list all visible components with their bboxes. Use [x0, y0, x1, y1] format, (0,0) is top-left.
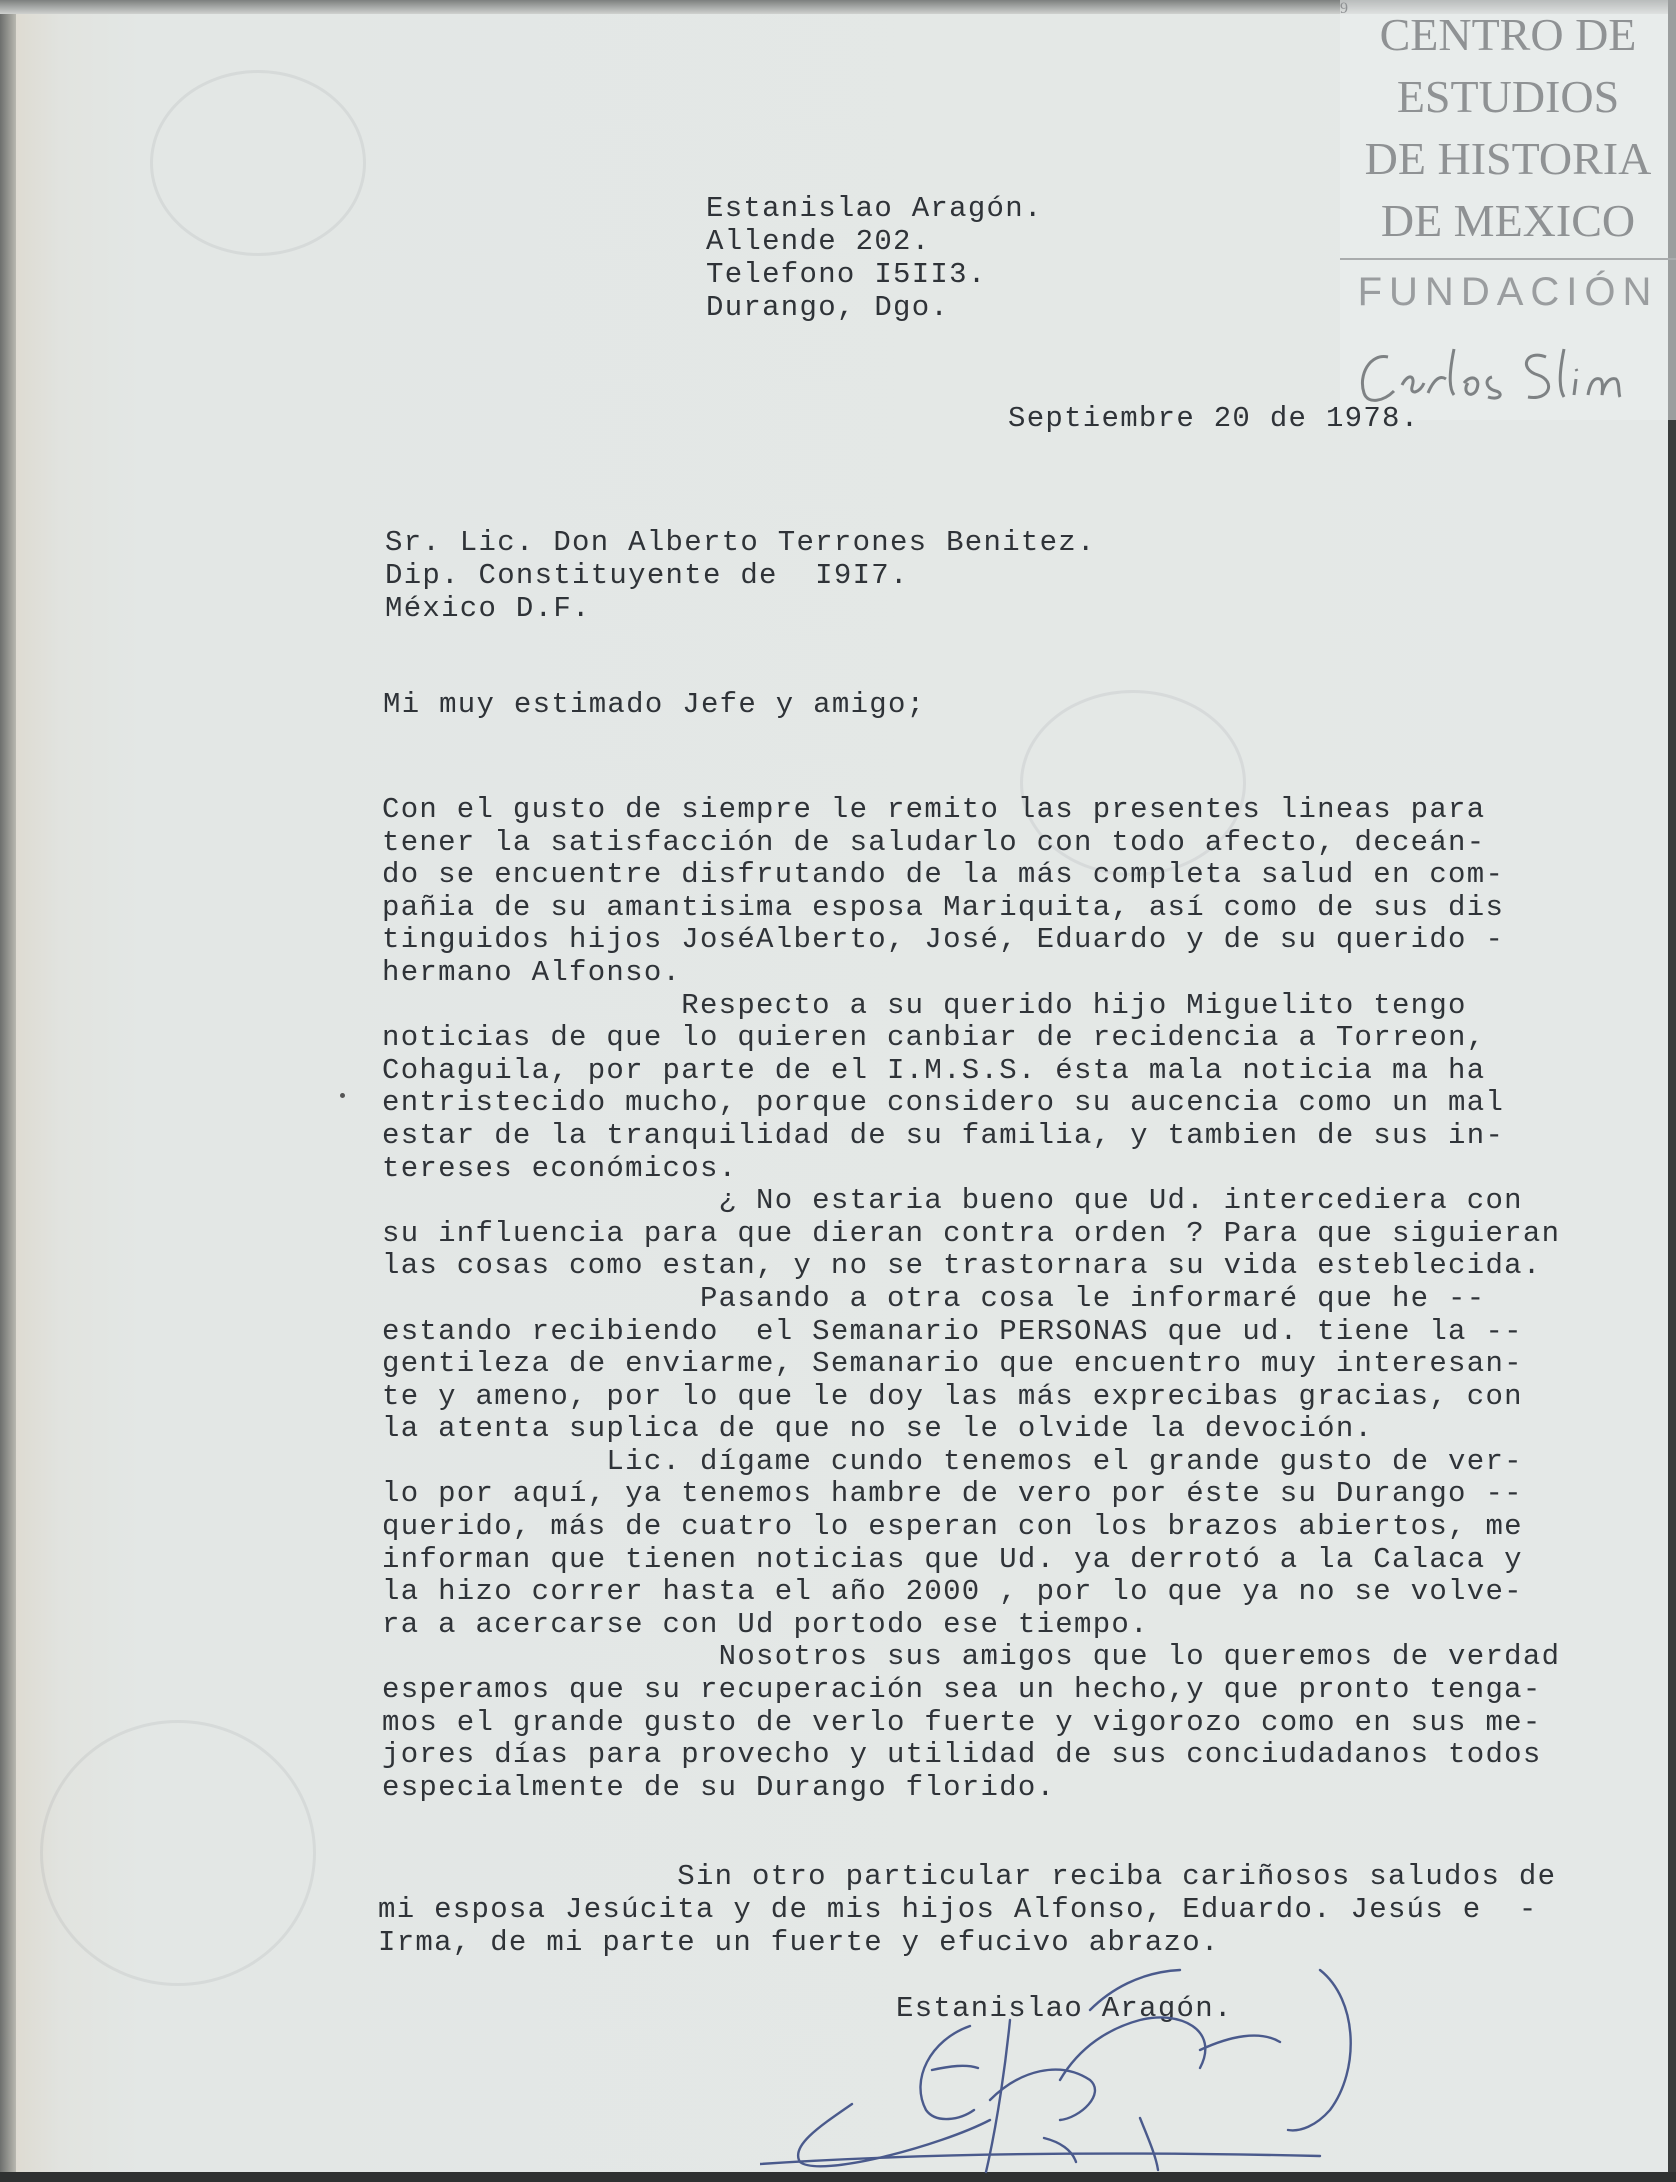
- sender-line: Durango, Dgo.: [706, 291, 950, 324]
- archive-line: ESTUDIOS: [1396, 71, 1620, 122]
- body-line: las cosas como estan, y no se trastornara su vida esteblecida.: [382, 1249, 1542, 1283]
- body-line: informan que tienen noticias que Ud. ya derrotó a la Calaca y: [382, 1542, 1523, 1576]
- body-line: ra a acercarse con Ud portodo ese tiempo.: [382, 1607, 1149, 1641]
- body-line: noticias de que lo quieren canbiar de recidencia a Torreon,: [382, 1021, 1486, 1055]
- scan-edge-left: [0, 0, 16, 2182]
- faint-stamp-mark: [150, 70, 366, 256]
- archive-divider: [1340, 258, 1676, 260]
- body-line: Nosotros sus amigos que lo queremos de verdad: [382, 1640, 1561, 1674]
- recipient-line: Dip. Constituyente de I9I7.: [385, 559, 909, 592]
- folio-number: 9: [1340, 0, 1348, 17]
- recipient-line: Sr. Lic. Don Alberto Terrones Benitez.: [385, 526, 1096, 559]
- body-line: la hizo correr hasta el año 2000 , por lo que ya no se volve-: [382, 1575, 1523, 1609]
- body-line: Sin otro particular reciba cariñosos saludos de: [378, 1860, 1557, 1893]
- body-line: su influencia para que dieran contra orden ? Para que siguieran: [382, 1216, 1561, 1250]
- body-line: Con el gusto de siempre le remito las presentes lineas para: [382, 793, 1486, 826]
- letter-body: [382, 794, 1560, 1804]
- archive-line: DE MEXICO: [1380, 195, 1636, 246]
- body-line: pañia de su amantisima esposa Mariquita, así como de sus dis: [382, 890, 1505, 924]
- body-line: ¿ No estaria bueno que Ud. intercediera con: [382, 1184, 1523, 1218]
- letter-date: [1008, 402, 1419, 435]
- body-line: Lic. dígame cundo tenemos el grande gusto de ver-: [382, 1444, 1523, 1478]
- sender-line: Allende 202.: [706, 225, 931, 258]
- salutation: [383, 688, 925, 721]
- handwritten-signature: [760, 1950, 1380, 2182]
- body-line: mi esposa Jesúcita y de mis hijos Alfonso, Eduardo. Jesús e -: [378, 1893, 1538, 1926]
- body-line: do se encuentre disfrutando de la más completa salud en com-: [382, 858, 1505, 892]
- archive-stamp: [1340, 0, 1676, 420]
- salutation-text: Mi muy estimado Jefe y amigo;: [383, 688, 926, 721]
- sender-address-block: [706, 192, 1043, 324]
- body-line: te y ameno, por lo que le doy las más exprecibas gracias, con: [382, 1379, 1523, 1413]
- sender-line: Estanislao Aragón.: [706, 192, 1043, 225]
- closing-paragraph: [378, 1860, 1556, 1959]
- archive-line: CENTRO DE: [1379, 9, 1637, 60]
- body-line: estar de la tranquilidad de su familia, y tambien de sus in-: [382, 1118, 1505, 1152]
- body-line: esperamos que su recuperación sea un hecho,y que pronto tenga-: [382, 1673, 1542, 1707]
- body-line: Cohaguila, por parte de el I.M.S.S. ésta mala noticia ma ha: [382, 1053, 1486, 1087]
- body-line: Irma, de mi parte un fuerte y efucivo abrazo.: [378, 1926, 1220, 1959]
- body-line: tereses económicos.: [382, 1151, 738, 1185]
- faint-stamp-mark: [40, 1720, 316, 1986]
- body-line: Pasando a otra cosa le informaré que he --: [382, 1281, 1486, 1315]
- body-line: Respecto a su querido hijo Miguelito tengo: [382, 988, 1467, 1022]
- signoff-text: Estanislao Aragón.: [896, 1992, 1233, 2025]
- recipient-address-block: [385, 526, 1096, 625]
- body-line: jores días para provecho y utilidad de sus conciudadanos todos: [382, 1738, 1542, 1772]
- body-line: mos el grande gusto de verlo fuerte y vigorozo como en sus me-: [382, 1705, 1542, 1739]
- body-line: estando recibiendo el Semanario PERSONAS que ud. tiene la --: [382, 1314, 1523, 1348]
- body-line: querido, más de cuatro lo esperan con los brazos abiertos, me: [382, 1510, 1523, 1544]
- recipient-line: México D.F.: [385, 592, 591, 625]
- foundation-label: FUNDACIÓN: [1357, 270, 1659, 314]
- body-line: lo por aquí, ya tenemos hambre de vero por éste su Durango --: [382, 1477, 1523, 1511]
- archive-line: DE HISTORIA: [1364, 133, 1652, 184]
- sender-line: Telefono I5II3.: [706, 258, 987, 291]
- body-line: entristecido mucho, porque considero su aucencia como un mal: [382, 1086, 1505, 1120]
- body-line: especialmente de su Durango florido.: [382, 1770, 1056, 1804]
- date-text: Septiembre 20 de 1978.: [1008, 402, 1420, 435]
- body-line: tinguidos hijos JoséAlberto, José, Eduardo y de su querido -: [382, 923, 1505, 957]
- body-line: tener la satisfacción de saludarlo con todo afecto, deceán-: [382, 825, 1486, 859]
- body-line: la atenta suplica de que no se le olvide la devoción.: [382, 1412, 1374, 1446]
- stray-ink-dot: [340, 1093, 345, 1098]
- body-line: hermano Alfonso.: [382, 955, 682, 989]
- body-line: gentileza de enviarme, Semanario que encuentro muy interesan-: [382, 1347, 1523, 1381]
